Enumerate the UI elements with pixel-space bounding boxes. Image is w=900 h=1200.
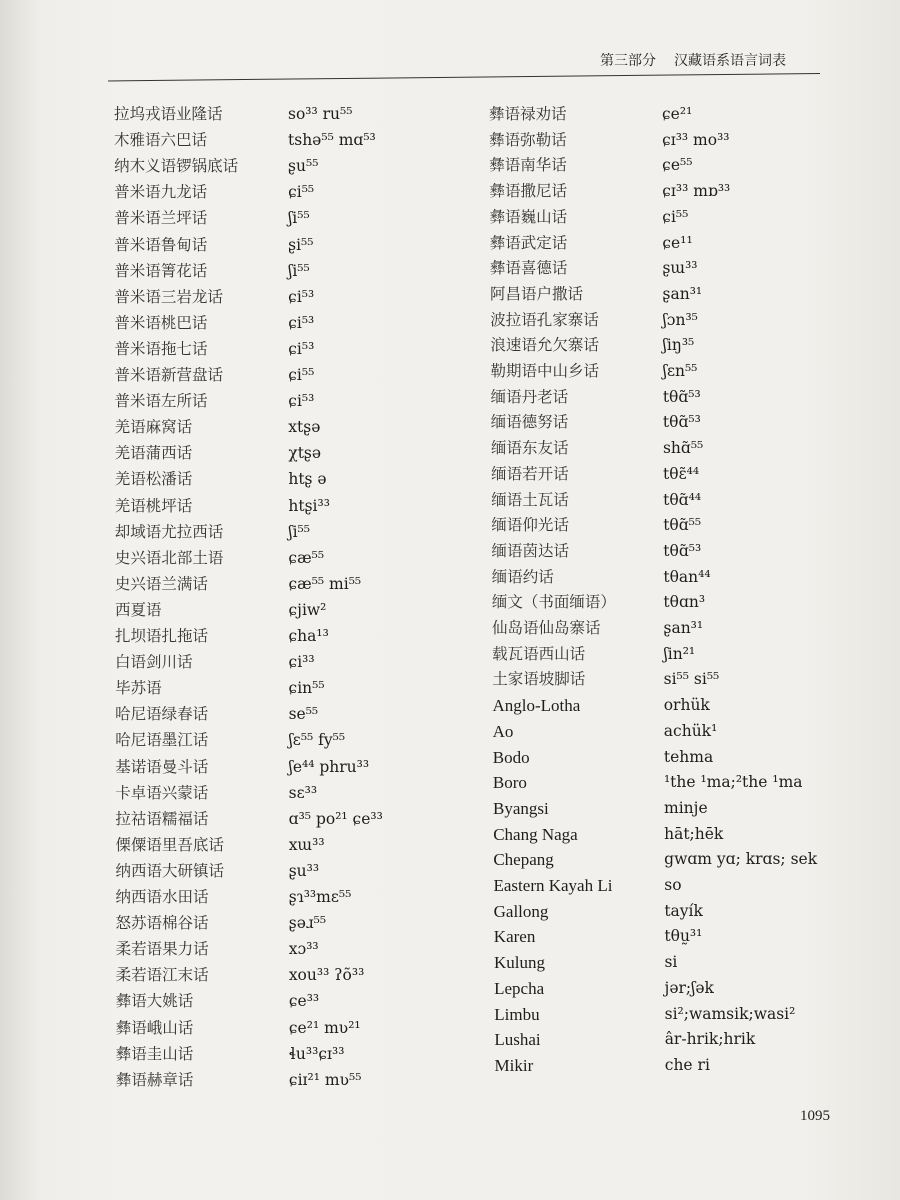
word-form: ɬu³³ɕɪ³³ [288,1044,345,1063]
word-form: xɯ³³ [288,835,325,854]
word-form: ɕi⁵³ [288,287,315,306]
language-name: 普米语桃巴话 [114,313,208,332]
language-name: 普米语三岩龙话 [114,287,223,306]
language-name: 普米语鲁甸话 [114,235,208,254]
language-name: Byangsi [493,798,549,818]
word-form: tθɑ̃⁴⁴ [663,490,702,509]
word-form: ɕi⁵⁵ [288,366,315,384]
word-form: sɛ³³ [288,783,318,802]
language-name: 勒期语中山乡话 [490,362,600,380]
word-form: ʂəɹ⁵⁵ [288,914,327,933]
language-name: Gallong [493,901,549,921]
word-form: ɕæ⁵⁵ mi⁵⁵ [288,574,362,593]
word-form: tθṵ³¹ [664,927,703,946]
header-rule [108,73,820,81]
language-name: Mikir [494,1055,534,1075]
word-form: ɕɪ³³ mɒ³³ [662,182,731,201]
word-form: xɔ³³ [288,940,319,959]
word-form: ɕi⁵³ [288,313,315,332]
language-name: 史兴语兰满话 [114,574,208,593]
language-name: 纳西语大研镇话 [115,861,224,880]
header-part: 第三部分 [600,53,656,69]
word-form: ʂu³³ [288,861,320,880]
language-name: 普米语箐花话 [114,261,208,280]
word-form: ʃi⁵⁵ [288,261,310,280]
language-name: 缅语约话 [491,567,554,586]
language-name: Bodo [492,747,530,767]
language-name: 缅语德努话 [490,413,569,432]
language-name: 彝语弥勒话 [489,130,567,149]
language-name: 缅文（书面缅语） [491,593,616,612]
word-form: che ri [664,1055,710,1074]
language-name: 傈僳语里吾底话 [115,835,224,854]
language-name: 彝语武定话 [489,233,568,252]
word-form: achük¹ [663,721,718,740]
language-name: 普米语九龙话 [114,183,208,202]
language-name: 羌语桃坪话 [114,496,193,515]
language-name: Chepang [493,850,554,870]
word-form: ɕɪ³³ mo³³ [662,130,730,149]
word-form: tehma [663,747,714,766]
language-name: Ao [492,721,514,741]
word-form: si⁵⁵ si⁵⁵ [663,670,720,689]
word-form: tθɑ̃⁵³ [662,387,701,406]
language-name: 扎坝语扎拖话 [115,627,209,645]
language-name: 木雅语六巴话 [114,131,208,150]
word-form: ʃɛ⁵⁵ fy⁵⁵ [288,731,346,750]
language-name: 纳西语水田话 [115,888,209,906]
word-form: âr-hrik;hrik [664,1030,756,1049]
word-form: tθɛ̃⁴⁴ [663,464,700,483]
word-form: ʂan³¹ [663,619,704,637]
language-name: 彝语峨山话 [115,1018,194,1037]
language-name: 土家语坡脚话 [492,670,586,689]
word-form: tθɑ̃⁵³ [663,541,702,560]
language-name: Eastern Kayah Li [493,876,613,895]
language-name: 缅语仰光话 [491,516,569,535]
word-form: ɕha¹³ [288,627,329,645]
word-form: ʂu⁵⁵ [288,157,319,176]
language-name: 浪速语允欠寨话 [490,336,599,355]
word-form: ʃi⁵⁵ [288,522,310,541]
word-form: gwɑm yɑ; krɑs; sek [664,850,818,869]
word-form: so [664,876,682,894]
language-name: Kulung [493,953,545,973]
word-form: ɕe¹¹ [662,233,693,252]
language-name: 缅语丹老话 [490,387,569,406]
word-form: minje [664,798,708,817]
word-form: ʂɯ³³ [662,259,698,278]
word-form: tayík [664,901,703,920]
word-form: ɕe⁵⁵ [662,156,693,175]
word-form: χtʂə [288,444,322,463]
word-form: ʂan³¹ [662,284,703,303]
word-form: tθɑn³ [663,593,706,612]
word-form: ɕin⁵⁵ [288,679,325,698]
word-form: tθan⁴⁴ [663,567,711,586]
word-form: tθɑ̃⁵³ [662,413,701,432]
language-name: 阿昌语户撒话 [490,284,584,303]
language-name: 西夏语 [114,600,162,619]
word-form: ʃi⁵⁵ [288,209,310,228]
word-form: ʂɿ³³mɛ⁵⁵ [288,888,352,906]
language-name: 史兴语北部土语 [114,548,224,567]
language-name: Karen [493,927,536,947]
language-name: 缅语茵达话 [491,541,570,560]
word-form: ɕjiw² [288,600,327,619]
word-form: ɕe²¹ mʋ²¹ [288,1018,361,1037]
language-name: 羌语蒲西话 [114,444,193,463]
header-section: 汉藏语系语言词表 [674,53,786,69]
word-form: se⁵⁵ [288,705,319,724]
language-name: 彝语南华话 [489,156,567,175]
page-number: 1095 [800,1108,830,1124]
word-form: ¹the ¹ma;²the ¹ma [663,773,803,792]
language-name: 却域语尤拉西话 [114,522,224,541]
language-name: Chang Naga [493,824,578,844]
language-name: Lepcha [494,978,545,998]
language-name: 缅语若开话 [491,464,569,483]
word-form: xou³³ ʔõ³³ [288,966,365,985]
word-form: htʂi³³ [288,496,330,515]
word-form: ʃɛn⁵⁵ [662,362,698,380]
language-name: 毕苏语 [115,679,162,698]
language-name: 卡卓语兴蒙话 [115,783,209,802]
word-form: ɕiɪ²¹ mʋ⁵⁵ [288,1070,362,1089]
word-form: ɕe²¹ [662,105,693,123]
word-form: ʂi⁵⁵ [288,235,314,254]
word-form: tshə⁵⁵ mɑ⁵³ [288,131,376,150]
word-form: ʃiŋ³⁵ [662,336,695,355]
word-form: ɕi³³ [288,653,315,672]
language-name: Lushai [494,1030,541,1050]
language-name: 拉坞戎语业隆话 [114,105,223,123]
language-name: 彝语喜德话 [489,259,568,278]
word-form: orhük [663,696,710,715]
word-form: htʂ ə [288,470,327,489]
word-form: so³³ ru⁵⁵ [288,105,353,123]
running-header [600,50,786,70]
language-name: Boro [492,773,527,793]
language-name: 波拉语孔家寨话 [490,310,599,329]
word-form: ɕæ⁵⁵ [288,548,325,567]
language-name: 彝语撒尼话 [489,182,567,201]
language-name: 彝语赫章话 [115,1070,194,1089]
word-form: jər;ʃək [664,978,714,997]
language-name: 哈尼语墨江话 [115,731,209,750]
language-name: 白语剑川话 [115,653,193,672]
language-name: 普米语左所话 [114,392,208,411]
language-name: Limbu [494,1004,540,1024]
language-name: 缅语东友话 [490,439,569,458]
word-form: ɕi⁵³ [288,392,315,411]
word-form: ɕe³³ [288,992,320,1011]
language-name: 普米语拖七话 [114,339,208,358]
language-name: 怒苏语棉谷话 [115,914,209,933]
word-form: ɑ³⁵ po²¹ ɕe³³ [288,809,383,828]
language-name: 基诺语曼斗话 [115,757,209,776]
language-name: 载瓦语西山话 [492,644,586,663]
word-form: ɕi⁵⁵ [662,207,689,226]
language-name: 缅语土瓦话 [491,490,569,509]
word-form: si [664,953,678,972]
word-form: ʃɔn³⁵ [662,310,698,329]
language-name: 彝语禄劝话 [489,105,567,123]
word-form: ɕi⁵⁵ [288,183,315,202]
language-name: 纳木义语锣锅底话 [114,157,239,176]
word-form: xtʂə [288,418,321,437]
language-name: 羌语松潘话 [114,470,193,489]
language-name: 羌语麻窝话 [114,418,193,437]
word-form: ʃe⁴⁴ phru³³ [288,757,370,776]
word-form: ʃin²¹ [663,644,696,663]
word-form: ɕi⁵³ [288,339,315,358]
language-name: 柔若语果力话 [115,940,209,959]
language-name: 柔若语江末话 [115,966,209,985]
word-form: si²;wamsik;wasi² [664,1004,796,1023]
word-form: tθɑ̃⁵⁵ [663,516,702,535]
word-form: hāt;hēk [664,824,724,843]
language-name: 彝语圭山话 [115,1044,194,1063]
language-name: 拉祜语糯福话 [115,809,209,828]
language-name: 普米语新营盘话 [114,366,224,384]
language-name: 仙岛语仙岛寨话 [492,619,601,637]
language-name: 哈尼语绿春话 [115,705,209,724]
language-name: 彝语大姚话 [115,992,194,1011]
word-form: shɑ̃⁵⁵ [662,439,704,458]
language-name: Anglo-Lotha [492,696,581,716]
language-name: 普米语兰坪话 [114,209,208,228]
language-name: 彝语巍山话 [489,207,568,226]
